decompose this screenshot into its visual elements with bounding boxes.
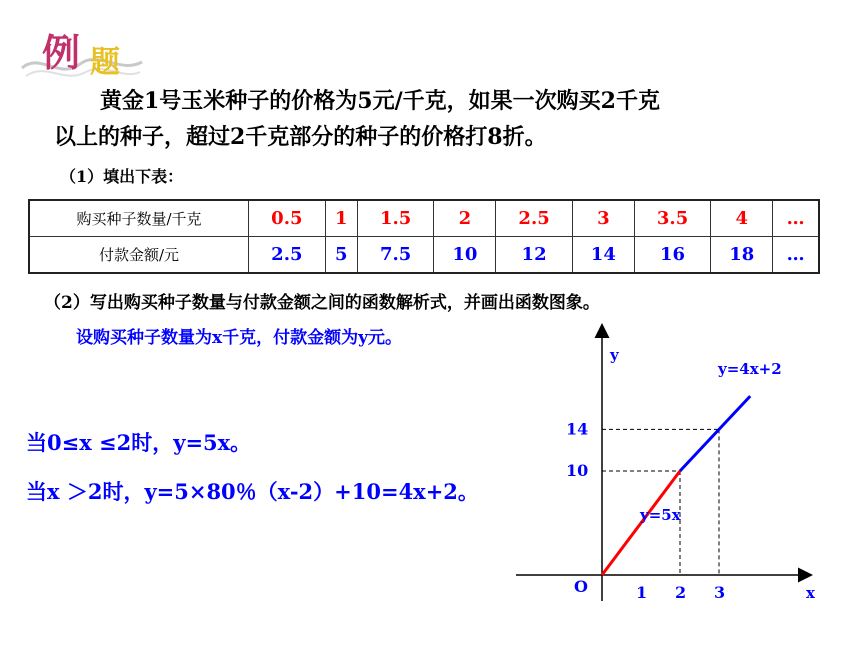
y-axis-label: y <box>610 346 619 364</box>
payment-row <box>29 237 819 274</box>
quantity-cell: 2 <box>434 200 496 237</box>
payment-cell: 16 <box>634 237 711 274</box>
problem-line-2: 以上的种子，超过2千克部分的种子的价格打8折。 <box>54 124 547 150</box>
x-tick-label: 2 <box>675 583 687 602</box>
x-axis-label: x <box>806 584 815 602</box>
payment-cell: 5 <box>325 237 357 274</box>
question-2-label: （2）写出购买种子数量与付款金额之间的函数解析式，并画出函数图象。 <box>44 293 600 313</box>
quantity-header: 购买种子数量/千克 <box>29 200 249 237</box>
payment-cell: 7.5 <box>357 237 434 274</box>
y-tick-label: 10 <box>566 461 589 480</box>
y-tick-label: 14 <box>566 419 589 439</box>
series-label-4x-plus-2: y=4x+2 <box>718 360 782 378</box>
payment-cell: 14 <box>572 237 634 274</box>
price-table <box>28 199 820 274</box>
quantity-cell: 2.5 <box>496 200 573 237</box>
svg-text:例: 例 <box>42 30 81 75</box>
function-graph <box>510 318 830 608</box>
setup-text: 设购买种子数量为x千克，付款金额为y元。 <box>76 328 403 348</box>
example-logo-art <box>20 22 145 84</box>
problem-line-1: 黄金1号玉米种子的价格为5元/千克，如果一次购买2千克 <box>100 88 660 114</box>
x-tick-label: 3 <box>714 583 726 602</box>
quantity-cell: 3.5 <box>634 200 711 237</box>
payment-cell: 2.5 <box>249 237 326 274</box>
quantity-cell: 3 <box>572 200 634 237</box>
quantity-cell: … <box>773 200 819 237</box>
quantity-cell: 1.5 <box>357 200 434 237</box>
answer-case-2: 当x ＞2时，y=5×80％（x-2）+10=4x+2。 <box>26 479 479 504</box>
x-tick-label: 1 <box>636 583 648 602</box>
quantity-cell: 0.5 <box>249 200 326 237</box>
payment-cell: 10 <box>434 237 496 274</box>
example-logo <box>20 22 145 84</box>
payment-cell: 12 <box>496 237 573 274</box>
payment-cell: 18 <box>711 237 773 274</box>
origin-label: O <box>574 577 588 596</box>
payment-header: 付款金额/元 <box>29 237 249 274</box>
quantity-row <box>29 200 819 237</box>
svg-text:题: 题 <box>90 45 120 80</box>
series-label-5x: y=5x <box>640 506 681 524</box>
question-1-label: （1）填出下表： <box>60 167 184 186</box>
quantity-cell: 1 <box>325 200 357 237</box>
payment-cell: … <box>773 237 819 274</box>
answer-case-1: 当0≤x ≤2时，y=5x。 <box>26 430 252 455</box>
quantity-cell: 4 <box>711 200 773 237</box>
series-line-4x-plus-2 <box>680 396 750 471</box>
